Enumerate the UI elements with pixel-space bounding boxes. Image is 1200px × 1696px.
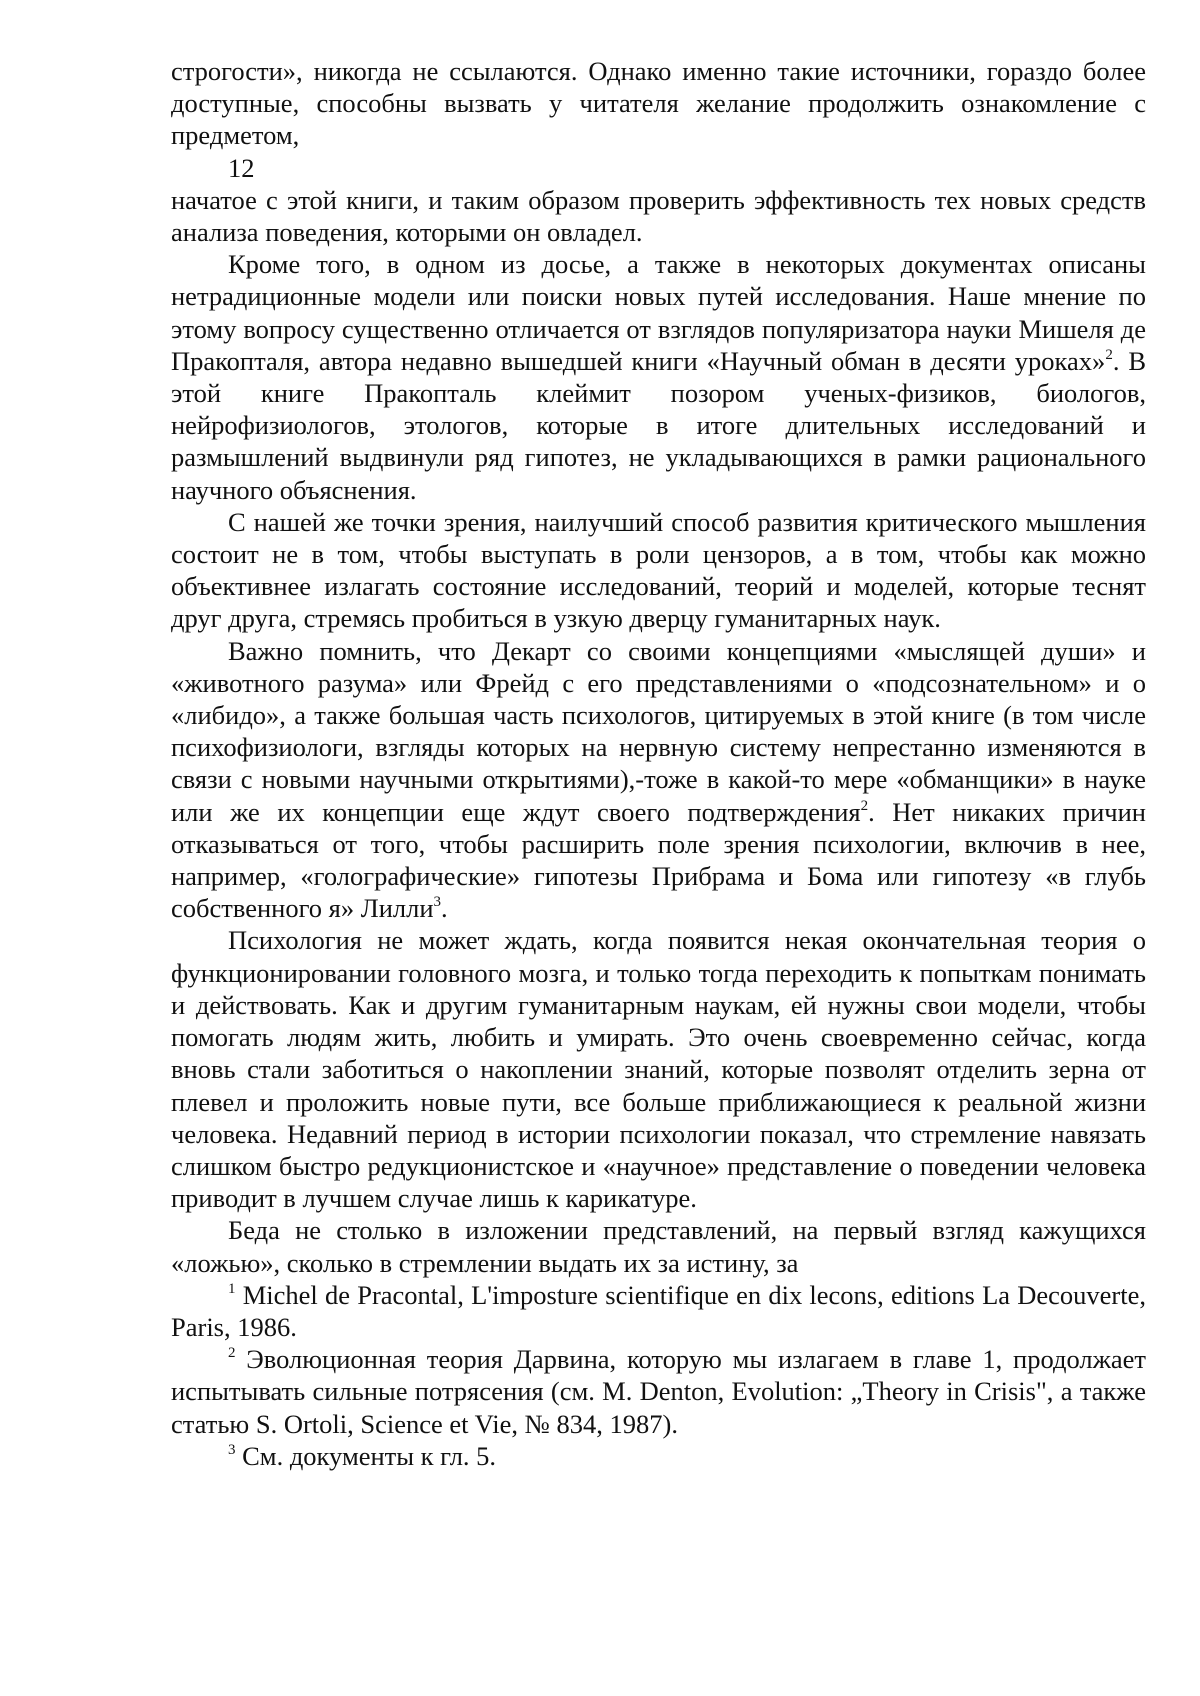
paragraph: начатое с этой книги, и таким образом проверить эффективность тех новых средств анализа поведения, которыми он овладел. [171, 184, 1146, 248]
footnote-mark: 2 [228, 1344, 236, 1361]
footnote-2: $^2$ Эволюционная теория Дарвина, которую мы излагаем в главе 1, продолжает испытывать сильные потрясения (см. M. Denton, Evolution: „Theory in Crisis", а также статью S. Ortoli, Science et Vie, № 834, 1987). [171, 1344, 1146, 1439]
page-number: 12 [228, 152, 255, 183]
paragraph: Важно помнить, что Декарт со своими концепциями «мыслящей души» и «животного разума» или Фрейд с его представлениями о «подсознательном» и о «либидо», а также большая часть психологов, цитируемых в этой книге (в том числе психофизиологи, взгляды которых на нервную систему непрестанно изменяются в связи с новыми научными открытиями),-тоже в какой-то мере «обманщики» в науке или же их концепции еще ждут своего подтверждения$^2$. Нет никаких причин отказываться от того, чтобы расширить поле зрения психологии, включив в нее, например, «голографические» гипотезы Прибрама и Бома или гипотезу «в глубь собственного я» Лилли$^3$. [171, 635, 1146, 924]
footnote-1: $^1$ Michel de Pracontal, L'imposture scientifique en dix lecons, editions La Decouverte, Paris, 1986. [171, 1279, 1146, 1342]
footnote-ref: 3 [433, 894, 442, 911]
paragraph-continuation: строгости», никогда не ссылаются. Однако именно такие источники, гораздо более доступные, способны вызвать у читателя желание продолжить ознакомление с предметом, [171, 56, 1146, 151]
footnote-3: $^3$ См. документы к гл. 5. [228, 1440, 497, 1471]
footnote-mark: 3 [228, 1441, 236, 1458]
footnote-ref: 2 [860, 797, 869, 814]
paragraph: Кроме того, в одном из досье, а также в некоторых документах описаны нетрадиционные модели или поиски новых путей исследования. Наше мнение по этому вопросу существенно отличается от взглядов популяризатора науки Мишеля де Пракопталя, автора недавно вышедшей книги «Научный обман в десяти уроках»$^2$. В этой книге Пракопталь клеймит позором ученых-физиков, биологов, нейрофизиологов, этологов, которые в итоге длительных исследований и размышлений выдвинули ряд гипотез, не укладывающихся в рамки рационального научного объяснения. [171, 249, 1146, 505]
footnote-mark: 1 [228, 1280, 236, 1297]
document-body [171, 55, 1146, 1472]
paragraph: Беда не столько в изложении представлений, на первый взгляд кажущихся «ложью», сколько в стремлении выдать их за истину, за [171, 1215, 1146, 1278]
paragraph: С нашей же точки зрения, наилучший способ развития критического мышления состоит не в том, чтобы выступать в роли цензоров, а в том, чтобы как можно объективнее излагать состояние исследований, теорий и моделей, которые теснят друг друга, стремясь пробиться в узкую дверцу гуманитарных наук. [171, 506, 1146, 634]
footnote-ref: 2 [1105, 346, 1113, 363]
paragraph: Психология не может ждать, когда появится некая окончательная теория о функционировании головного мозга, и только тогда переходить к попыткам понимать и действовать. Как и другим гуманитарным наукам, ей нужны свои модели, чтобы помогать людям жить, любить и умирать. Это очень своевременно сейчас, когда вновь стали заботиться о накоплении знаний, которые позволят отделить зерна от плевел и проложить новые пути, все больше приближающиеся к реальной жизни человека. Недавний период в истории психологии показал, что стремление навязать слишком быстро редукционистское и «научное» представление о поведении человека приводит в лучшем случае лишь к карикатуре. [171, 925, 1146, 1214]
